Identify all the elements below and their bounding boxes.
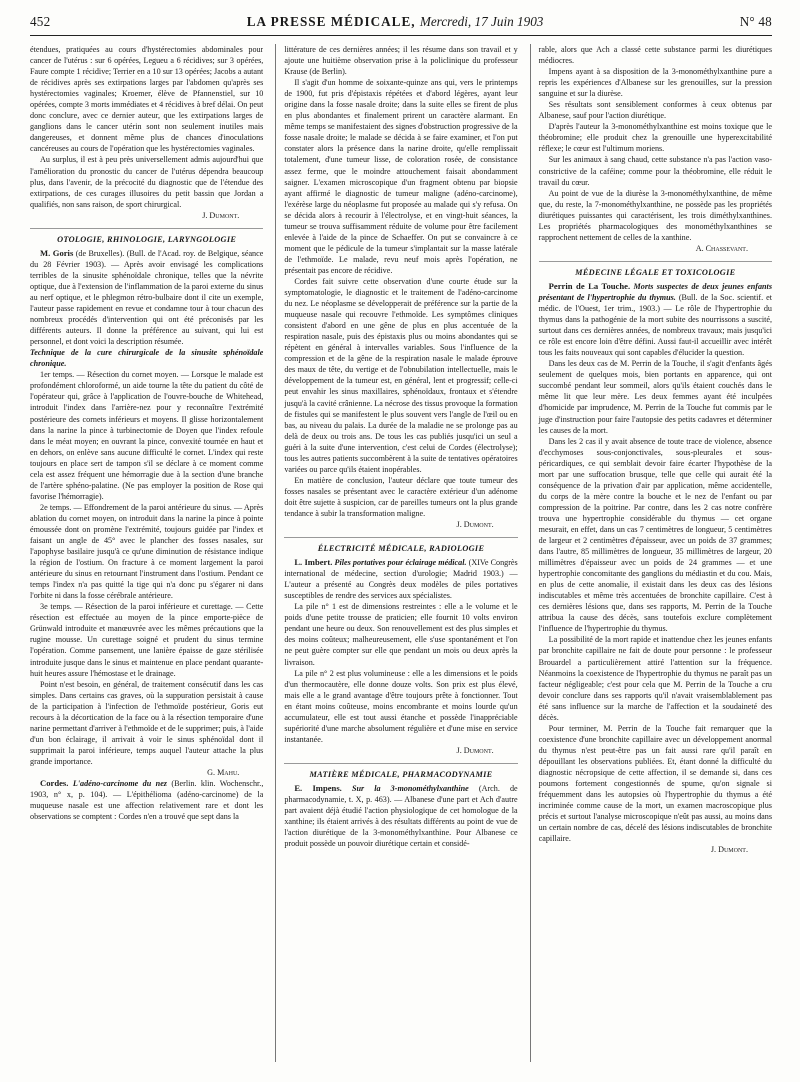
entry-text: (Arch. de pharmacodynamie, t. X, p. 463). — Albanese d'une part et Ach d'autre part avaient déjà étudié l'action physiologique de cet homologue de la xanthine; ils étaient arrivés à des résultats différents au point de vue de l'action diurétique de la 3-monométhylxanthine. Pour Albanese ce produit possède un pouvoir diurétique certain et considé-	[284, 784, 518, 849]
entry-author: Perrin de La Touche.	[548, 280, 631, 291]
entry-text: (Berlin. klin. Wochenschr., 1903, n° x, p. 104). — L'épithélioma (adéno-carcinome) de la muqueuse nasale est une affection relativement rare et dont les observations se comptent : Cordes n'en a trouvé que sept dans la	[30, 779, 264, 822]
entry-text: (Bull. de la Soc. scientif. et médic. de l'Ouest, 1er trim., 1903.) — Le rôle de l'hypertrophie du thymus dans la pathogénie de la mort subite des nourrissons a suscité, surtout dans ces dernières années, de nombreux travaux; mais jusqu'ici ce rôle est encore loin d'être défini. Aussi faut-il accueillir avec intérêt tous les faits nouveaux qui sont capables d'élucider la question.	[538, 292, 772, 358]
section-heading: OTOLOGIE, RHINOLOGIE, LARYNGOLOGIE	[30, 228, 263, 245]
paragraph: Il s'agit d'un homme de soixante-quinze ans qui, vers le printemps de 1900, fut pris d'épistaxis répétées et d'abord légères, ayant leur origine dans la fosse nasale droite; dans la suite elles se firent de plus en plus abondantes et finalement prirent un caractère alarmant. En même temps se manifestaient des signes d'obstruction progressive de la fosse nasale droite; le malade se décida à se faire examiner, et l'on put constater alors la présence dans la narine droite, qu'elle remplissait totalement, d'une tumeur lisse, de coloration rosée, de consistance assez ferme, que le moindre attouchement faisait abondamment saigner. L'examen microscopique d'un fragment obtenu par biopsie ayant affirmé le diagnostic de tumeur maligne (adéno-carcinome), l'exérèse large du néoplasme fut proposée au malade qui s'y refusa. On se décida alors à recourir à l'électrolyse, et en vingt-huit séances, la tumeur se trouva suffisamment réduite de volume pour être facilement enlevée à l'aide de la pince de Schaeffer. On put se convaincre à ce moment que le pédicule de la tumeur s'implantait sur la masse latérale de l'ethmoïde. Le malade, revu neuf mois après l'opération, ne présentait pas encore de récidive.	[284, 78, 518, 275]
entry-author: Cordes.	[40, 778, 69, 789]
paragraph: étendues, pratiquées au cours d'hystérectomies abdominales pour cancer de l'utérus : sur 6 opérées, Legueu a 6 récidives; sur 3 opérées, Faure compte 1 récidive; Terrier en a 10 sur 13 opérées; Jacobs a autant de récidives après ses extirpations larges par l'abdomen qu'après ses hystérectomies vaginales; Kroemer, élève de Pfannenstiel, sur 10 opérées, compte 3 morts immédiates et 4 récidives à bref délai. On peut donc conclure, avec ce dernier auteur, que les extirpations larges de ganglions dans le cancer utérin sont non seulement inutiles mais dangereuses, et donnent même plus de chances d'inoculations cancéreuses au cours de l'opération que les hystérectomies vaginales.	[30, 45, 264, 154]
author-signature: J. Dumont.	[456, 520, 494, 530]
paragraph: Ses résultats sont sensiblement conformes à ceux obtenus par Albanese, sauf pour l'action diurétique.	[538, 100, 772, 121]
section-heading: ÉLECTRICITÉ MÉDICALE, RADIOLOGIE	[284, 537, 517, 554]
entry-title: Piles portatives pour éclairage médical.	[334, 558, 467, 568]
entry-title: L'adéno-carcinome du nez	[72, 779, 167, 789]
paragraph: Dans les deux cas de M. Perrin de la Touche, il s'agit d'enfants âgés seulement de quelques mois, bien portants en apparence, qui ont succombé pendant leur sommeil, alors qu'ils étaient couchés dans le même lit que leur mère. Les deux femmes ayant été inculpées d'homicide par imprudence, M. Perrin de la Touche fut commis par le juge d'instruction pour faire l'autopsie des petits cadavres et déterminer les causes de la mort.	[538, 359, 772, 435]
section-heading: MÉDECINE LÉGALE ET TOXICOLOGIE	[539, 261, 772, 278]
column-2	[275, 44, 517, 1062]
paragraph: Impens ayant à sa disposition de la 3-monométhylxanthine pure a repris les expériences d'Albanese sur les grenouilles, sur la pression sanguine et sur la diurèse.	[538, 67, 772, 99]
paragraph: En matière de conclusion, l'auteur déclare que toute tumeur des fosses nasales se présentant avec le caractère extérieur d'un adénome doit être sujette à suspicion, car de pareilles tumeurs ont la plus grande tendance à subir la transformation maligne.	[284, 475, 518, 518]
review-entry	[30, 248, 263, 347]
paragraph: Au surplus, il est à peu près universellement admis aujourd'hui que l'amélioration du pronostic du cancer de l'utérus dépendra beaucoup plus, dans l'avenir, de la précocité du diagnostic que de l'étendue des extirpations, de ces curages illusoires du petit bassin que Jordan a qualifiés, non sans raison, de sport chirurgical.	[30, 155, 264, 209]
author-signature: G. Mahu.	[207, 768, 240, 777]
paragraph: rable, alors que Ach a classé cette substance parmi les diurétiques médiocres.	[538, 45, 772, 66]
paragraph: Au point de vue de la diurèse la 3-monométhylxanthine, de même que, du reste, la 7-monométhylxanthine, ne possède pas les propriétés diurétiques puissantes qui caractérisent, les trois diméthylxanthines. Les propriétés pharmacologiques des monométhylxanthines se rapprochent nettement de celles de la xanthine.	[538, 188, 772, 242]
paragraph: 1er temps. — Résection du cornet moyen. — Lorsque le malade est profondément chloroformé, un aide tourne la tête du patient du côté de l'opérateur qui, grâce à l'application de l'ouvre-bouche de Whitehead, introduit l'index dans l'arrière-nez pour y reconnaître l'extrémité postérieure des cornets inférieurs et moyens. Il glisse horizontalement dans la narine la pince à turbinectomie de Doyen que l'index refoule dans le méat moyen; en ouvrant la pince, convexité tournée en haut et en dehors, on enlève sans aucune difficulté le cornet. L'index qui reste toujours en place sert de tampon s'il se déclare à ce moment comme cela est assez fréquent une hémorragie due à la section d'une branche de l'artère sphéno-palatine. (Ne pas employer la position de Rose qui favorise l'hémorragie).	[30, 370, 264, 501]
entry-title: Sur la 3-monométhylxanthine	[351, 784, 469, 793]
paragraph: Cordes fait suivre cette observation d'une courte étude sur la symptomatologie, le diagnostic et le traitement de l'adéno-carcinome du nez. Le néoplasme se développerait de préférence sur la partie de la muqueuse nasale qui recouvre l'ethmoïde. Les symptômes cliniques consistent d'abord en une gêne de plus en plus accentuée de la respiration nasale, puis des épistaxis plus ou moins abondantes qui se répètent en général à intervalles variables. Sous l'influence de la compression et de la gêne de la respiration nasale le malade éprouve des maux de tête, du vertige et de l'obnubilation intellectuelle, mais le développement de la tumeur est, en général, lent et progressif; celle-ci peut envahir les sinus maxillaires, sphénoïdaux, frontaux et s'étendre jusqu'à la cavité crânienne. La nécrose des tissus provoque la formation de fistules qui se manifestent le plus souvent vers l'angle de l'œil ou en bas, au niveau du palais. La durée de la maladie ne se prolonge pas au delà de deux ou trois ans. De tous les cas publiés jusqu'ici un seul a guéri à la suite d'une intervention, c'est celui de Cordes (électrolyse); tous les autres patients succombèrent à la suite de tentatives opératoires variées ou parce qu'ils étaient inopérables.	[284, 276, 518, 474]
paragraph: littérature de ces dernières années; il les résume dans son travail et y ajoute une huitième observation prise à la policlinique du professeur Krause (de Berlin).	[284, 45, 518, 77]
paragraph: La possibilité de la mort rapide et inattendue chez les jeunes enfants par bronchite capillaire ne fait de doute pour personne : le professeur Brouardel a particulièrement attiré l'attention sur la fréquence. Néanmoins la coexistence de l'hypertrophie du thymus ne paraît pas un facteur négligeable; c'est pour cela que M. Perrin de la Touche a cru devoir conclure dans ses rapports qu'il n'avait vraisemblablement pas été sans influence sur la marche de l'affection et la soudaineté des décès.	[538, 635, 772, 722]
paragraph: Dans les 2 cas il y avait absence de toute trace de violence, absence d'ecchymoses sous-conjonctivales, sous-pleurales et sous-péricardiques, ce qui semblait devoir faire écarter l'hypothèse de la mort par une suffocation brusque, telle que celle qui aurait été la conséquence de la privation d'air par application, même accidentelle, du corps de la mère contre la bouche et le nez de l'enfant ou par compression de la poitrine. Par contre, dans les 2 cas notre confrère trouva une hypertrophie considérable du thymus — cet organe mesurait, en effet, dans un cas 7 centimètres de longueur, 5 centimètres de largeur et 2 centimètres d'épaisseur, avec un poids de 37 grammes; dans l'autre, 85 millimètres de longueur, 35 millimètres de largeur, 20 millimètres d'épaisseur avec un poids de 24 grammes — et une hypertrophie concomitante des ganglions du médiastin et du cou. Mais, en plus de cette anomalie, il existait dans les deux cas des lésions indiscutables et même très accentuées de bronchite capillaire. C'est à ces dernières lésions que, dans ses rapports, M. Perrin de la Touche attribua la cause des décès, sans toutefois exclure complètement l'influence de l'hypertrophie du thymus.	[538, 436, 772, 634]
author-signature: J. Dumont.	[456, 745, 494, 755]
review-entry	[30, 778, 263, 822]
column-1	[30, 44, 263, 1062]
journal-title: LA PRESSE MÉDICALE, Mercredi, 17 Juin 1903	[246, 14, 544, 29]
entry-text: (de Bruxelles). (Bull. de l'Acad. roy. de Belgique, séance du 28 Février 1903). — Après avoir envisagé les complications terribles de la sinusite sphénoïdale chronique, telles que la névrite optique, due à l'extension de l'inflammation de la paroi externe du sinus au nerf optique, et le phlegmon rétro-bulbaire dont il cite un exemple, l'auteur passe rapidement en revue et condamne tour à tour chacun des nombreux procédés d'intervention qui ont été préconisés par les différents auteurs. Il donne la préférence au suivant, qui lui est personnel, et dont voici la description résumée.	[30, 248, 264, 347]
author-signature: J. Dumont.	[202, 210, 240, 220]
paragraph: D'après l'auteur la 3-monométhylxanthine est moins toxique que le théobromine; elle produit chez la grenouille une hyperexcitabilité réflexe; le cœur est l'ultimum moriens.	[538, 122, 772, 154]
entry-author: L. Imbert.	[294, 557, 333, 568]
author-signature: J. Dumont.	[710, 845, 748, 855]
review-entry	[284, 557, 517, 601]
column-3	[530, 44, 772, 1062]
entry-text: (XIVe Congrès international de médecine, section d'urologie; Madrid 1903.) — L'auteur a présenté au Congrès deux modèles de piles portatives susceptibles de rendre des services aux spécialistes.	[284, 558, 518, 601]
review-entry	[539, 281, 772, 358]
paragraph: 3e temps. — Résection de la paroi inférieure et curettage. — Cette résection est effectuée au moyen de la pince emporte-pièce de Grünwald introduite et manœuvrée avec les mêmes précautions que la rugine mousse. Un curettage soigné et prudent du sinus termine l'opération. Comme pansement, une lanière épaisse de gaze stérilisée introduite jusque dans le sinus et maintenue en place pendant quarante-huit heures assure l'hémostase et le drainage.	[30, 602, 264, 678]
section-heading: MATIÈRE MÉDICALE, PHARMACODYNAMIE	[284, 763, 517, 780]
paragraph: Point n'est besoin, en général, de traitement consécutif dans les cas simples. Dans certains cas graves, où la suppuration persistait à cause de la participation à l'infection de l'ethmoïde postérieur, Goris eut recours à la décortication de la face ou à la résection temporaire d'une narine permettant d'arriver à l'ethmoïde et de le supprimer; puis, à l'aide d'un bon éclairage, il arrivait à voir le sinus sphénoïdal dont il supprimait la paroi inférieure, temps auquel l'auteur attache la plus grande importance.	[30, 679, 264, 766]
page-header	[30, 14, 772, 36]
entry-title: Morts suspectes de deux jeunes enfants présentant de l'hypertrophie du thymus.	[538, 281, 772, 302]
entry-author: E. Impens.	[294, 783, 342, 793]
issue-number: N° 48	[739, 14, 772, 29]
issue-date: Mercredi, 17 Juin 1903	[419, 14, 544, 29]
page-number: 452	[30, 14, 51, 29]
entry-title: Technique de la cure chirurgicale de la sinusite sphénoïdale chronique.	[30, 348, 264, 369]
paragraph: 2e temps. — Effondrement de la paroi antérieure du sinus. — Après ablation du cornet moyen, on introduit dans la narine la pince à pointe émoussée dont on promène l'extrémité, toujours guidée par l'index et faisant un angle de 45° avec le plancher des fosses nasales, sur l'apophyse basilaire jusqu'à ce qu'une diminution de résistance indique la région de l'ostium. On fracture à ce moment largement la paroi antérieure du sinus en retournant l'instrument dans l'ostium. Pendant ce temps l'index n'a pas quitté la tige qui n'a donc pu s'égarer ni dans l'orbite ni dans la fosse cérébrale antérieure.	[30, 502, 264, 601]
paragraph: Sur les animaux à sang chaud, cette substance n'a pas l'action vaso-constrictive de la caféine; comme pour la théobromine, elle réduit le travail du cœur.	[538, 155, 772, 187]
article-columns	[30, 44, 772, 1062]
paragraph: Pour terminer, M. Perrin de la Touche fait remarquer que la coexistence d'une bronchite capillaire avec un développement anormal du thymus n'est peut-être pas un fait aussi rare qu'il paraît en dépouillant les observations publiées. Et, étant donné la difficulté du diagnostic nécropsique de cette affection, il se demande si, dans ces poumons fortement congestionnés de spume, qu'on signale si fréquemment dans les autopsies où l'hypertrophie du thymus a été incriminée comme cause de la mort, un examen macroscopique plus précis et surtout l'analyse microscopique n'eût pas aussi, au moins dans un certain nombre de cas, décelé des lésions indiscutables de bronchite capillaire.	[538, 723, 772, 844]
review-entry	[284, 783, 517, 849]
paragraph: La pile n° 2 est plus volumineuse : elle a les dimensions et le poids d'un thermocautère, elle donne douze volts. Son prix est plus élevé, mais elle a le grand avantage d'être toujours prête à fonctionner. Tout en étant moins coûteuse, moins encombrante et moins lourde qu'un accumulateur, elle est tout aussi étanche et possède l'inappréciable supériorité d'une marche absolument régulière et d'une mise en service instantanée.	[284, 668, 518, 744]
paragraph: La pile n° 1 est de dimensions restreintes : elle a le volume et le poids d'une petite trousse de praticien; elle fournit 10 volts environ pendant une heure ou deux. Son renouvellement est des plus simples et des moins coûteux; malheureusement, elle s'use spontanément et l'on ne peut guère compter sur elle que pendant un mois ou deux après la livraison.	[284, 602, 518, 667]
entry-author: M. Goris	[40, 247, 74, 258]
author-signature: A. Chassevant.	[695, 243, 748, 253]
